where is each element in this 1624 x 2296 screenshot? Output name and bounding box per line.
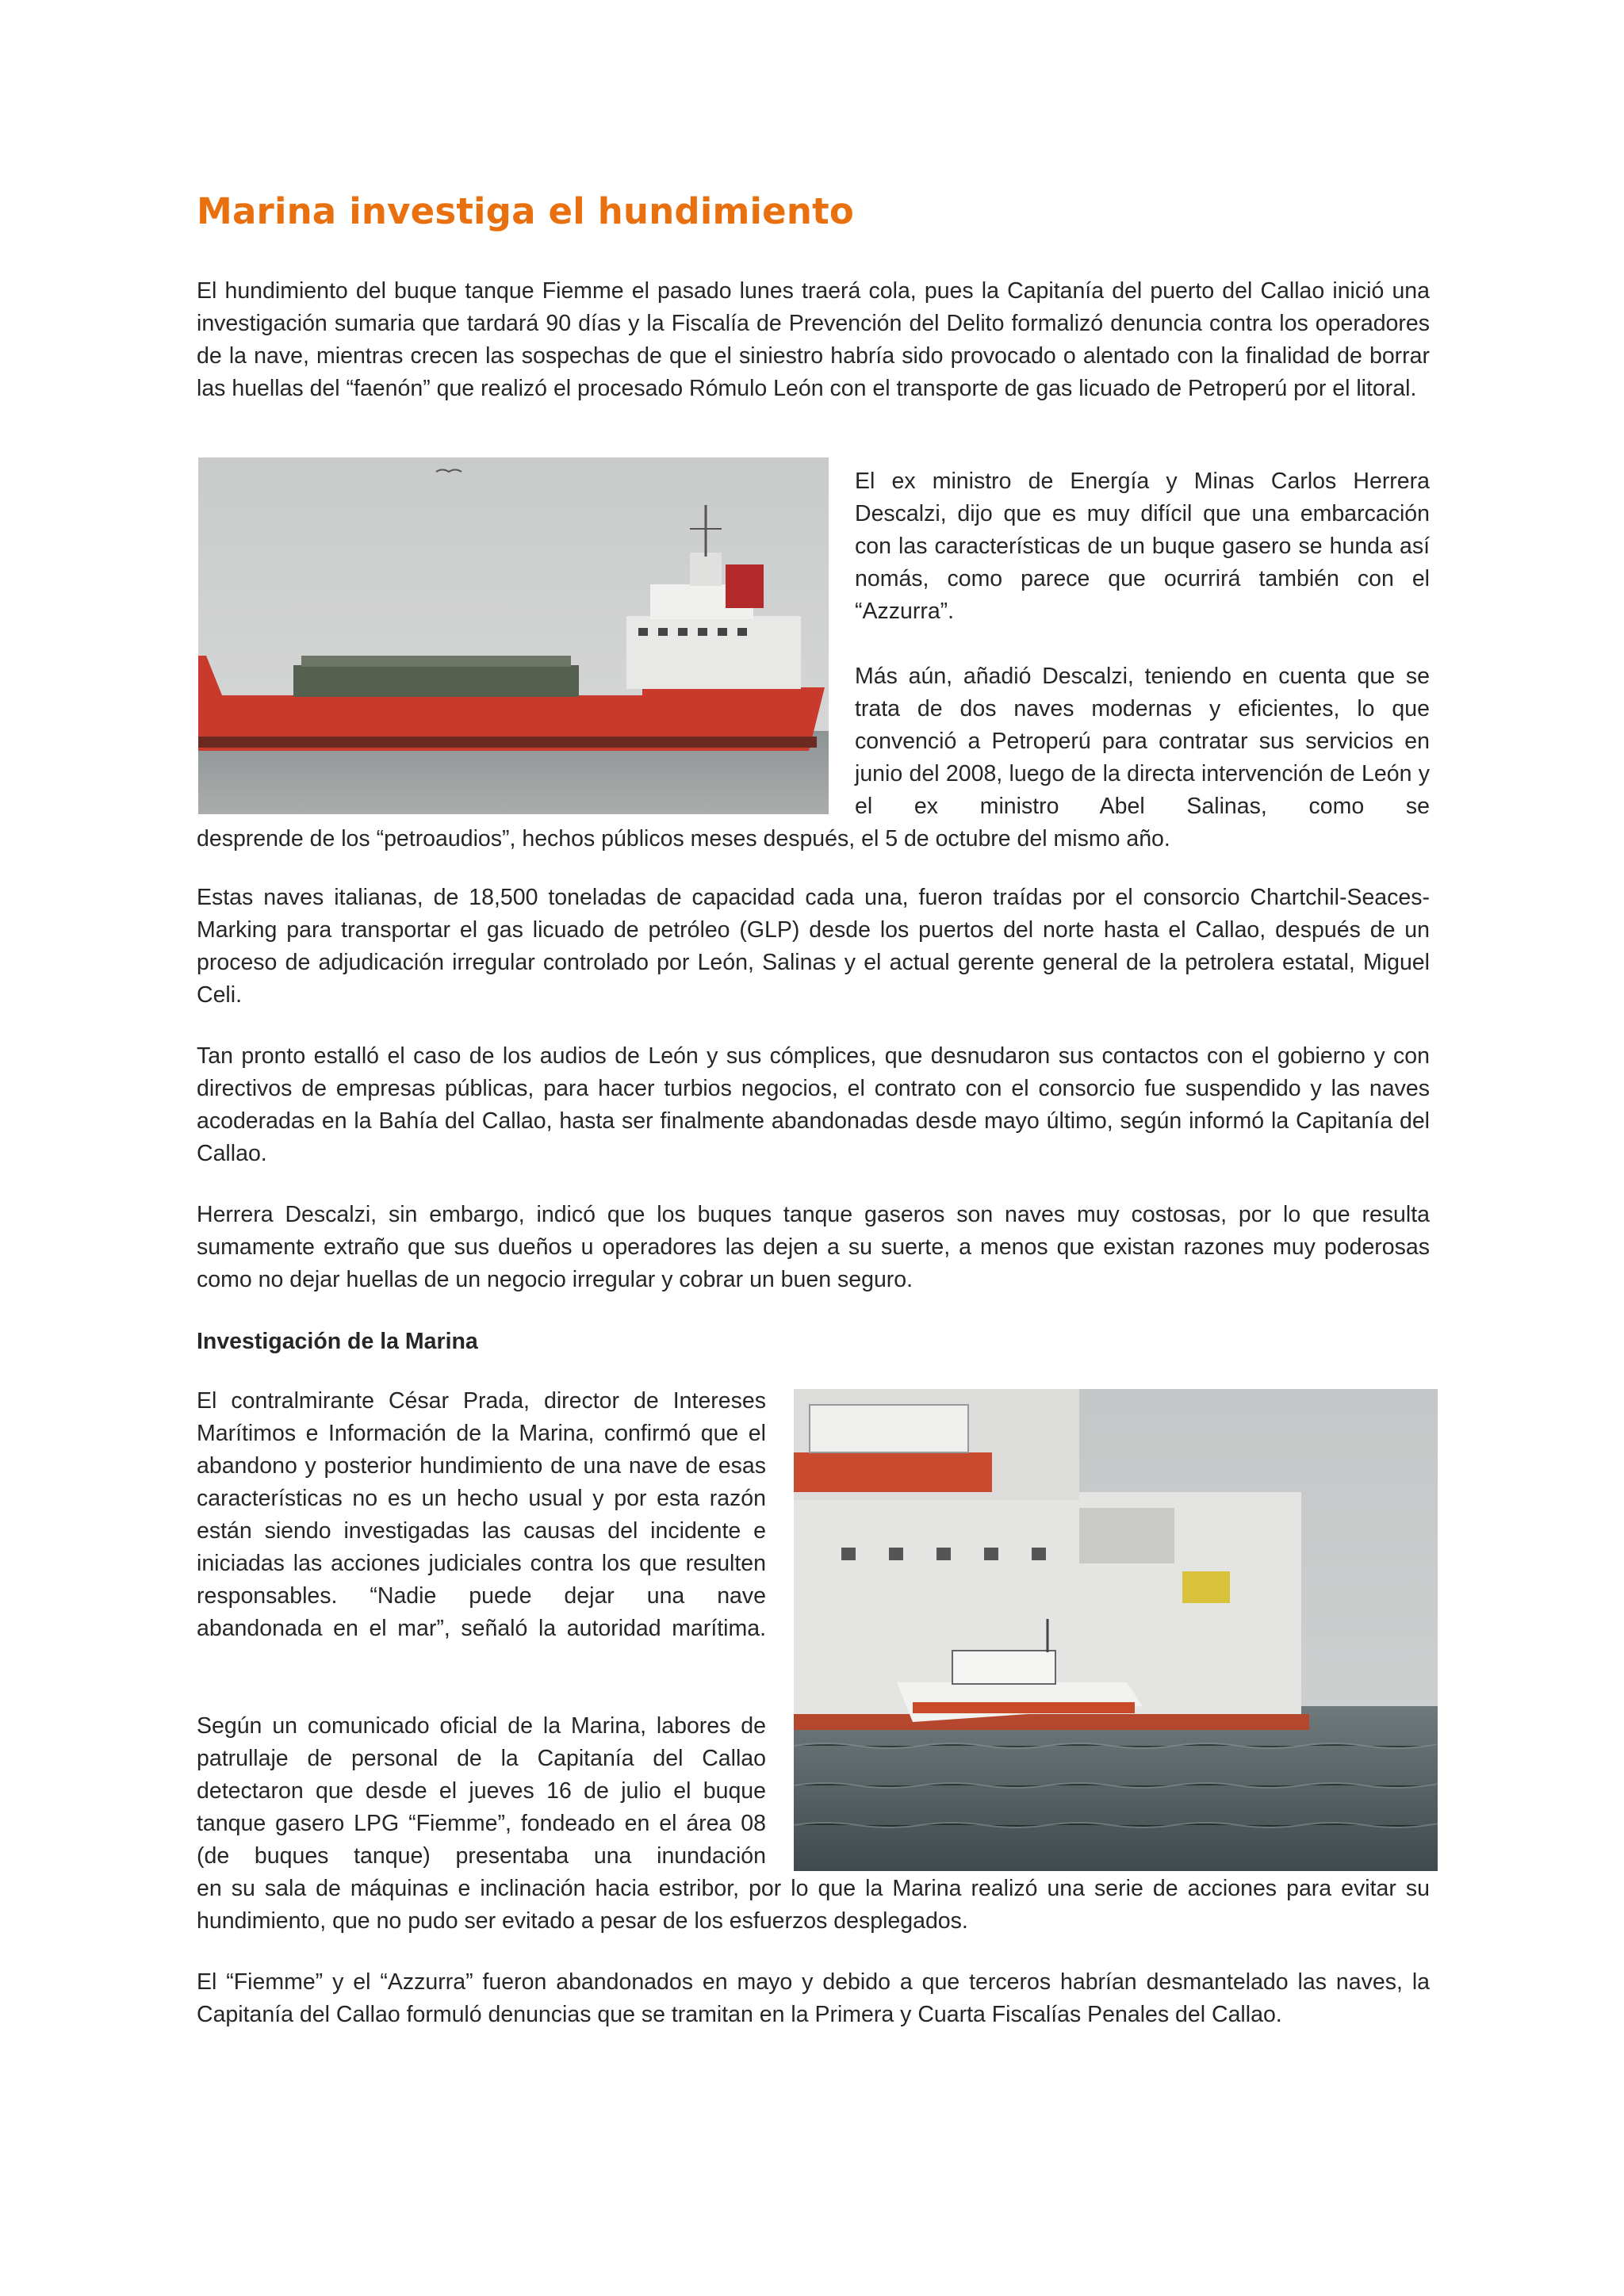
paragraph-7-block bbox=[197, 1385, 766, 1645]
paragraph-4: Estas naves italianas, de 18,500 toneladas de capacidad cada una, fueron traídas por el consorcio Chartchil-Seaces-Marking para transportar el gas licuado de petróleo (GLP) desde los puertos del norte hasta el Callao, después de un proceso de adjudicación irregular controlado por León, Salinas y el actual gerente general de la petrolera estatal, Miguel Celi. bbox=[197, 885, 1430, 1008]
paragraph-intro bbox=[197, 275, 1430, 405]
paragraph-right-1 bbox=[855, 465, 1430, 628]
paragraph-3b-block bbox=[197, 823, 1430, 855]
paragraph-8a-block bbox=[197, 1710, 766, 1873]
tanker-ship-photo bbox=[198, 457, 829, 814]
paragraph-7: El contralmirante César Prada, director de Intereses Marítimos e Información de la Marina, confirmó que el abandono y posterior hundimiento de una nave de esas características no es un hecho usual y por esta razón están siendo investigadas las causas del incidente e iniciadas las acciones judiciales contra los que resulten responsables. “Nadie puede dejar una nave abandonada en el mar”, señaló la autoridad marítima. bbox=[197, 1388, 766, 1641]
paragraph-6-block bbox=[197, 1199, 1430, 1296]
paragraph-4-block bbox=[197, 882, 1430, 1012]
paragraph-1: El hundimiento del buque tanque Fiemme el pasado lunes traerá cola, pues la Capitanía del puerto del Callao inició una investigación sumaria que tardará 90 días y la Fiscalía de Prevención del Delito formalizó denuncia contra los operadores de la nave, mientras crecen las sospechas de que el siniestro habría sido provocado o alentado con la finalidad de borrar las huellas del “faenón” que realizó el procesado Rómulo León con el transporte de gas licuado de Petroperú por el litoral. bbox=[197, 278, 1430, 401]
section-subheading: Investigación de la Marina bbox=[197, 1329, 478, 1354]
paragraph-5: Tan pronto estalló el caso de los audios de León y sus cómplices, que desnudaron sus contactos con el gobierno y con directivos de empresas públicas, para hacer turbios negocios, el contrato con el consorcio fue suspendido y las naves acoderadas en la Bahía del Callao, hasta ser finalmente abandonadas desde mayo último, según informó la Capitanía del Callao. bbox=[197, 1043, 1430, 1166]
sinking-ship-coastguard-photo bbox=[794, 1389, 1438, 1871]
paragraph-8b: en su sala de máquinas e inclinación hacia estribor, por lo que la Marina realizó una serie de acciones para evitar su hundimiento, que no pudo ser evitado a pesar de los esfuerzos desplegados. bbox=[197, 1876, 1430, 1934]
paragraph-9-block bbox=[197, 1966, 1430, 2031]
paragraph-6: Herrera Descalzi, sin embargo, indicó que los buques tanque gaseros son naves muy costosas, por lo que resulta sumamente extraño que sus dueños u operadores las dejen a su suerte, a menos que existan razones muy poderosas como no dejar huellas de un negocio irregular y cobrar un buen seguro. bbox=[197, 1202, 1430, 1292]
paragraph-right-2 bbox=[855, 660, 1430, 823]
paragraph-8a: Según un comunicado oficial de la Marina, labores de patrullaje de personal de la Capitanía del Callao detectaron que desde el jueves 16 de julio el buque tanque gasero LPG “Fiemme”, fondeado en el área 08 (de buques tanque) presentaba una inundación bbox=[197, 1713, 766, 1869]
article-title: Marina investiga el hundimiento bbox=[197, 190, 854, 232]
paragraph-9: El “Fiemme” y el “Azzurra” fueron abandonados en mayo y debido a que terceros habrían desmantelado las naves, la Capitanía del Callao formuló denuncias que se tramitan en la Primera y Cuarta Fiscalías Penales del Callao. bbox=[197, 1969, 1430, 2027]
paragraph-8b-block bbox=[197, 1873, 1430, 1938]
paragraph-2: El ex ministro de Energía y Minas Carlos Herrera Descalzi, dijo que es muy difícil que una embarcación con las características de un buque gasero se hunda así nomás, como parece que ocurrirá también con el “Azzurra”. bbox=[855, 469, 1430, 624]
paragraph-3b: desprende de los “petroaudios”, hechos públicos meses después, el 5 de octubre del mismo año. bbox=[197, 826, 1170, 851]
subheading-block bbox=[197, 1326, 1430, 1358]
paragraph-3a: Más aún, añadió Descalzi, teniendo en cuenta que se trata de dos naves modernas y eficientes, lo que convenció a Petroperú para contratar sus servicios en junio del 2008, luego de la directa intervención de León y el ex ministro Abel Salinas, como se bbox=[855, 664, 1430, 819]
paragraph-5-block bbox=[197, 1040, 1430, 1170]
